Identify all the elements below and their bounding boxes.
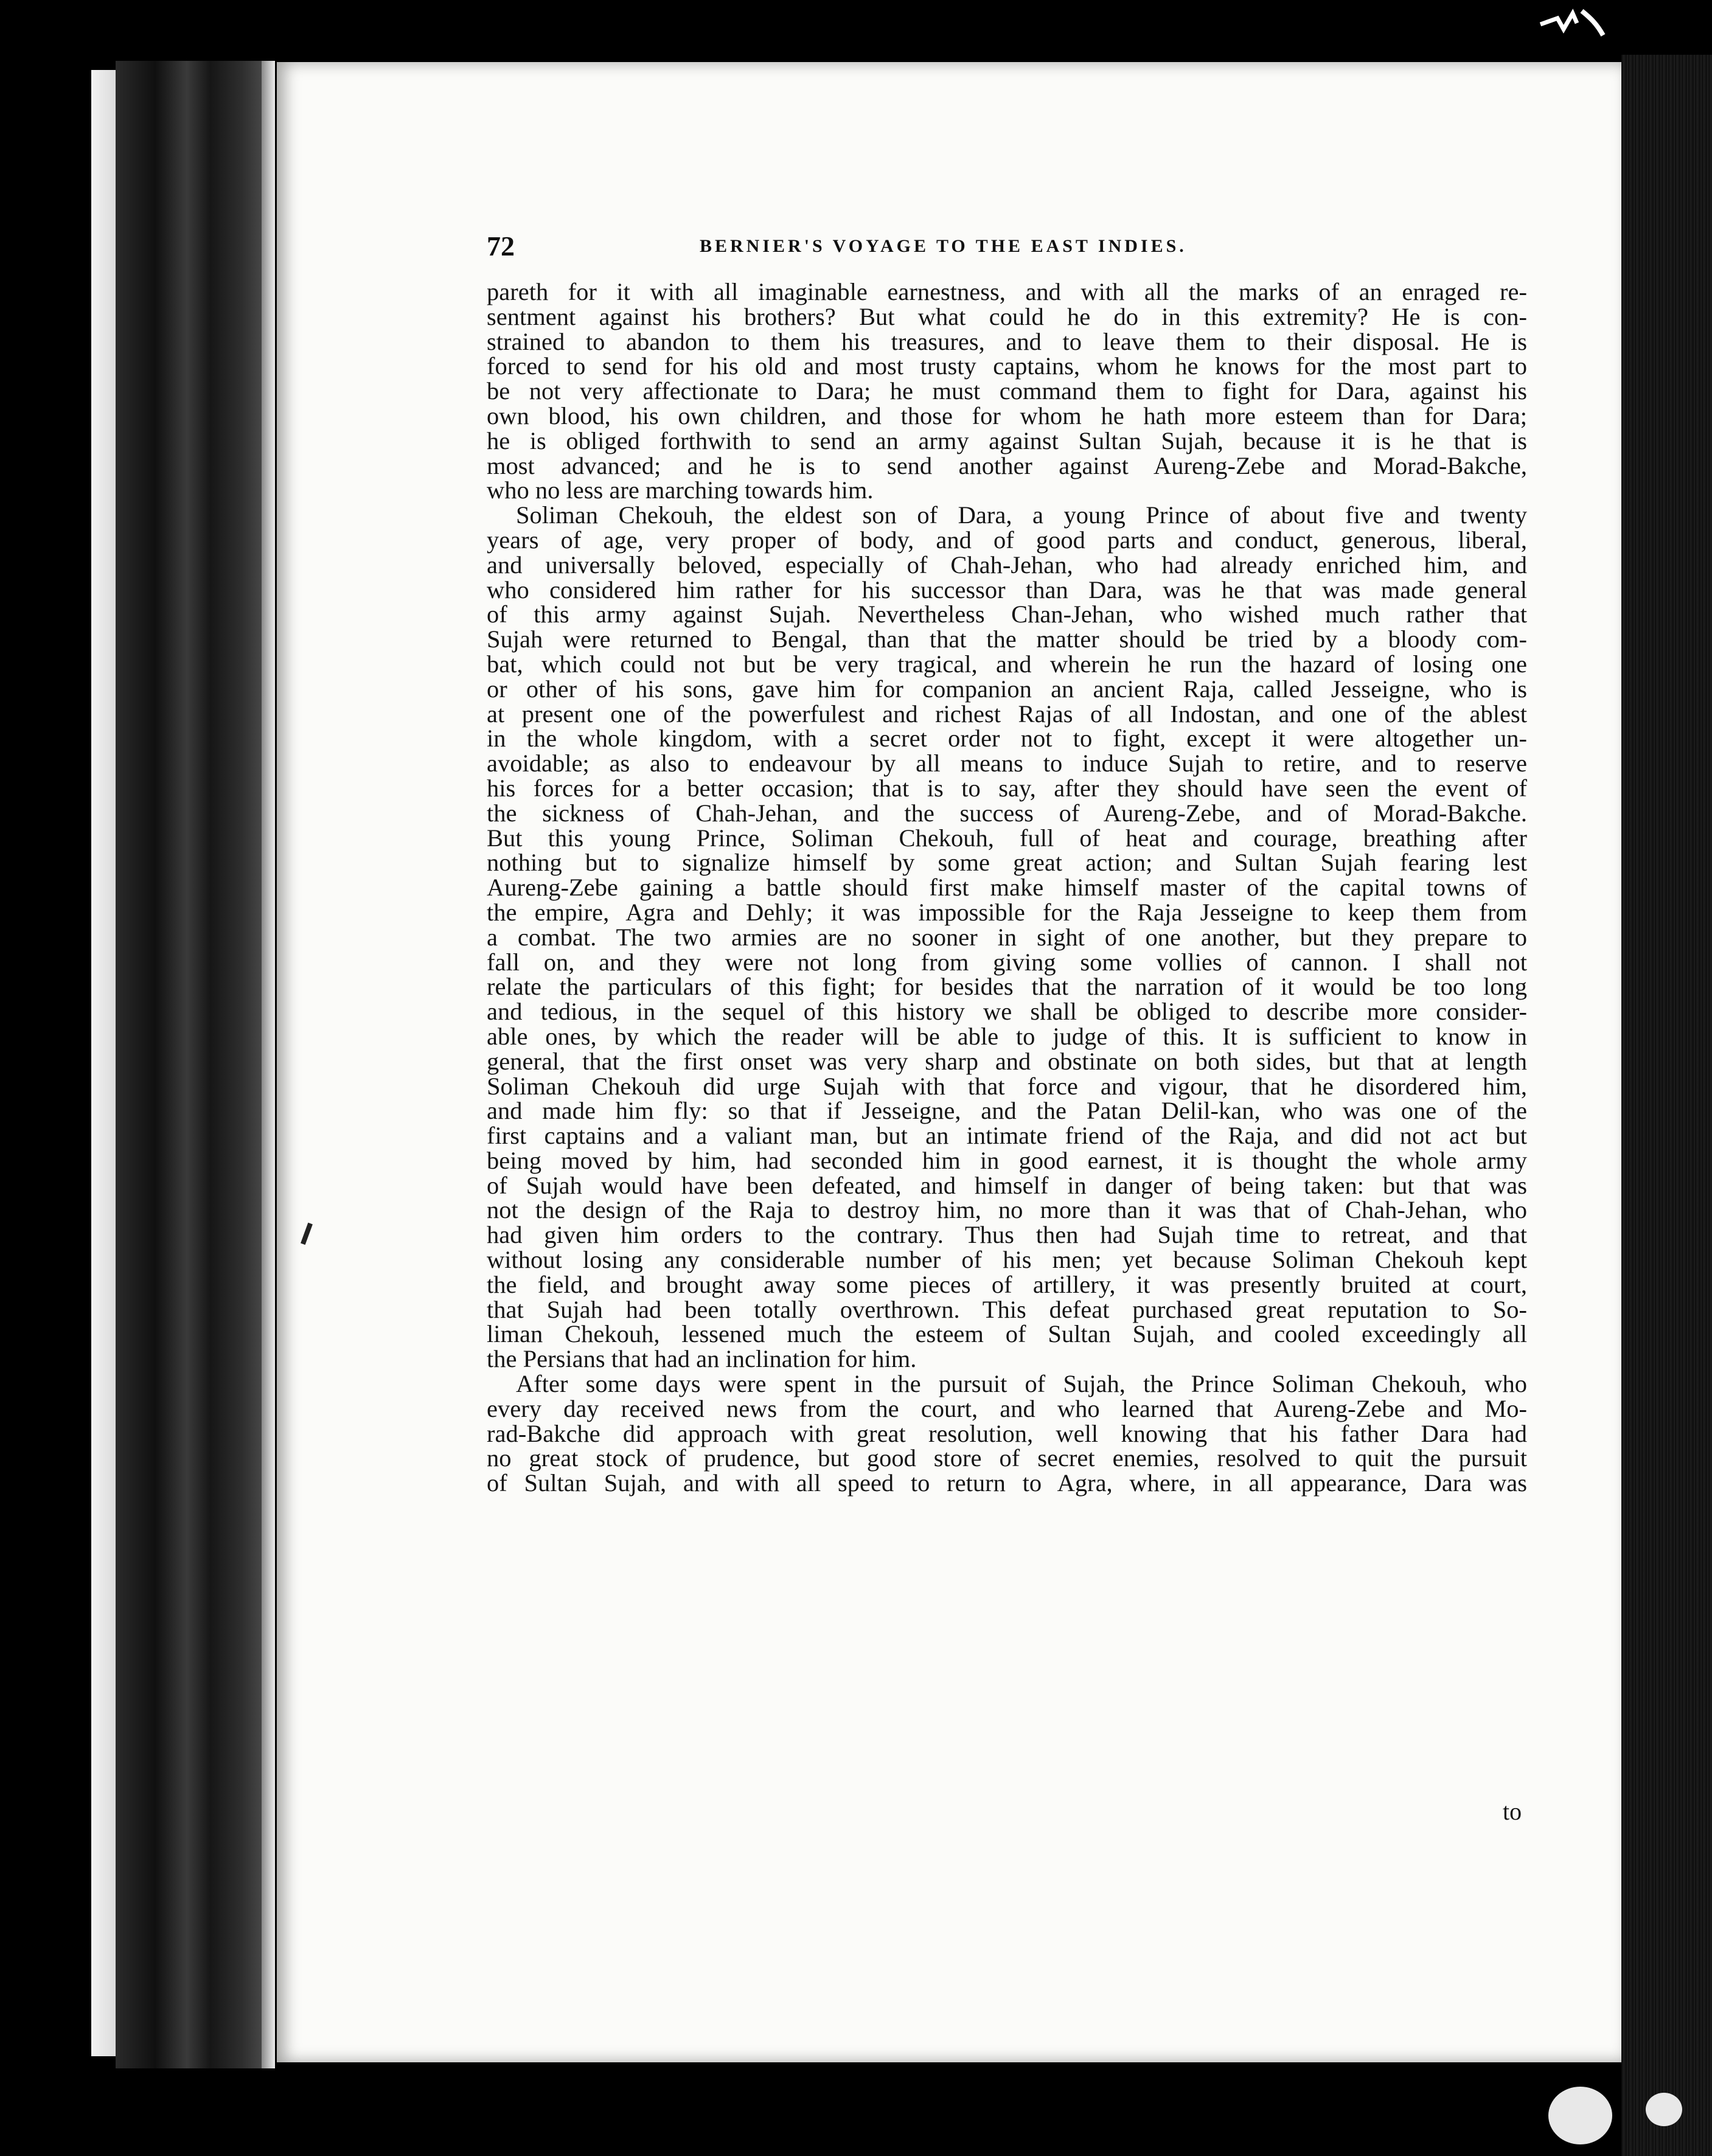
text-line: the field, and brought away some pieces of artillery, it was presently bruited at court,: [487, 1270, 1527, 1298]
text-line: every day received news from the court, and who learned that Aureng-Zebe and Mo-: [487, 1394, 1527, 1422]
text-line: the sickness of Chah-Jehan, and the success of Aureng-Zebe, and of Morad-Bakche.: [487, 799, 1527, 827]
page-header: [487, 230, 1533, 273]
text-line: at present one of the powerfulest and richest Rajas of all Indostan, and one of the ablest: [487, 700, 1527, 728]
text-line: own blood, his own children, and those for whom he hath more esteem than for Dara;: [487, 402, 1527, 429]
text-line: and made him fly: so that if Jesseigne, and the Patan Delil-kan, who was one of the: [487, 1097, 1527, 1125]
text-line: who considered him rather for his successor than Dara, was he that was made general: [487, 576, 1527, 603]
page-edges: [1621, 55, 1712, 2156]
book-binding: [116, 61, 274, 2068]
text-line: strained to abandon to them his treasures, and to leave them to their disposal. He is: [487, 327, 1527, 355]
paragraph: [487, 280, 1527, 503]
text-line: or other of his sons, gave him for companion an ancient Raja, called Jesseigne, who is: [487, 675, 1527, 703]
text-line: bat, which could not but be very tragical, and wherein he run the hazard of losing one: [487, 650, 1527, 678]
paragraph: [487, 1372, 1527, 1496]
text-line: had given him orders to the contrary. Thus then had Sujah time to retreat, and that: [487, 1221, 1527, 1249]
running-head: BERNIER'S VOYAGE TO THE EAST INDIES.: [700, 236, 1187, 256]
text-line: nothing but to signalize himself by some great action; and Sultan Sujah fearing lest: [487, 849, 1527, 877]
text-line: But this young Prince, Soliman Chekouh, full of heat and courage, breathing after: [487, 824, 1527, 852]
text-line: general, that the first onset was very sharp and obstinate on both sides, but that at length: [487, 1047, 1527, 1075]
text-line: fall on, and they were not long from giving some vollies of cannon. I shall not: [487, 948, 1527, 976]
text-line: able ones, by which the reader will be able to judge of this. It is sufficient to know in: [487, 1022, 1527, 1050]
text-line: liman Chekouh, lessened much the esteem of Sultan Sujah, and cooled exceedingly all: [487, 1320, 1527, 1348]
text-line: sentment against his brothers? But what could he do in this extremity? He is con-: [487, 302, 1527, 330]
text-line: not the design of the Raja to destroy him, no more than it was that of Chah-Jehan, who: [487, 1196, 1527, 1224]
text-line: his forces for a better occasion; that is to say, after they should have seen the event of: [487, 774, 1527, 802]
scan-blot: [1548, 2087, 1612, 2144]
paragraph: [487, 503, 1527, 1372]
text-line: Soliman Chekouh, the eldest son of Dara, a young Prince of about five and twenty: [516, 501, 1527, 529]
text-line: After some days were spent in the pursuit of Sujah, the Prince Soliman Chekouh, who: [516, 1370, 1527, 1398]
text-line: Aureng-Zebe gaining a battle should first make himself master of the capital towns of: [487, 874, 1527, 902]
page-number: 72: [487, 231, 515, 262]
text-line: the empire, Agra and Dehly; it was impossible for the Raja Jesseigne to keep them from: [487, 898, 1527, 926]
catchword: to: [1503, 1798, 1522, 1825]
text-line: he is obliged forthwith to send an army against Sultan Sujah, because it is he that is: [487, 426, 1527, 454]
text-line: and tedious, in the sequel of this history we shall be obliged to describe more consider-: [487, 998, 1527, 1026]
text-line: most advanced; and he is to send another against Aureng-Zebe and Morad-Bakche,: [487, 451, 1527, 479]
text-line: who no less are marching towards him.: [487, 476, 874, 504]
text-line: avoidable; as also to endeavour by all means to induce Sujah to retire, and to reserve: [487, 749, 1527, 777]
body-text: [487, 280, 1527, 1496]
text-line: a combat. The two armies are no sooner in sight of one another, but they prepare to: [487, 923, 1527, 951]
scan-blot: [1646, 2093, 1682, 2126]
text-line: pareth for it with all imaginable earnestness, and with all the marks of an enraged re-: [487, 278, 1527, 305]
text-line: that Sujah had been totally overthrown. This defeat purchased great reputation to So-: [487, 1295, 1527, 1323]
text-line: and universally beloved, especially of Chah-Jehan, who had already enriched him, and: [487, 551, 1527, 579]
text-line: be not very affectionate to Dara; he must command them to fight for Dara, against his: [487, 377, 1527, 405]
text-line: Sujah were returned to Bengal, than that the matter should be tried by a bloody com-: [487, 625, 1527, 653]
text-line: forced to send for his old and most trusty captains, whom he knows for the most part to: [487, 352, 1527, 380]
text-line: of this army against Sujah. Nevertheless Chan-Jehan, who wished much rather that: [487, 600, 1527, 628]
text-line: relate the particulars of this fight; for besides that the narration of it would be too long: [487, 973, 1527, 1001]
text-line: in the whole kingdom, with a secret order not to fight, except it were altogether un-: [487, 725, 1527, 753]
binding-edge: [262, 61, 275, 2068]
text-line: without losing any considerable number of his men; yet because Soliman Chekouh kept: [487, 1246, 1527, 1274]
text-line: being moved by him, had seconded him in good earnest, it is thought the whole army: [487, 1146, 1527, 1174]
text-line: first captains and a valiant man, but an intimate friend of the Raja, and did not act but: [487, 1122, 1527, 1150]
text-line: Soliman Chekouh did urge Sujah with that force and vigour, that he disordered him,: [487, 1072, 1527, 1100]
text-line: rad-Bakche did approach with great resolution, well knowing that his father Dara had: [487, 1419, 1527, 1447]
text-line: the Persians that had an inclination for him.: [487, 1345, 917, 1373]
text-line: of Sujah would have been defeated, and himself in danger of being taken: but that was: [487, 1171, 1527, 1199]
scan-corner-mark: [1539, 6, 1606, 40]
text-line: no great stock of prudence, but good store of secret enemies, resolved to quit the pursuit: [487, 1444, 1527, 1472]
text-line: years of age, very proper of body, and of good parts and conduct, generous, liberal,: [487, 526, 1527, 554]
text-line: of Sultan Sujah, and with all speed to return to Agra, where, in all appearance, Dara was: [487, 1469, 1527, 1497]
